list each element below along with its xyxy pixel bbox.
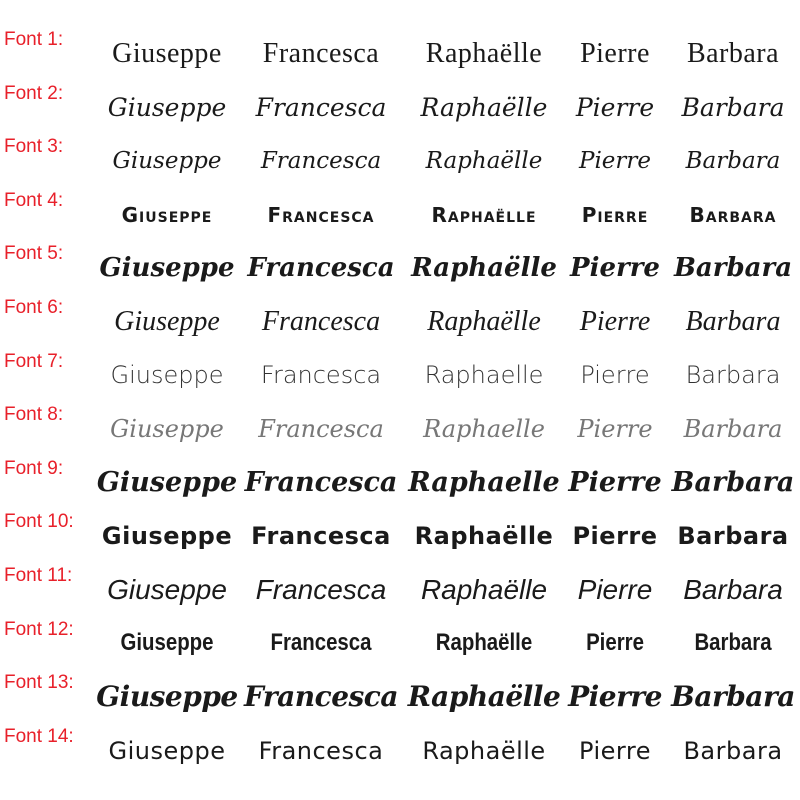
sample-name-raphaelle: Raphaëlle bbox=[425, 147, 543, 174]
font-row-4 bbox=[0, 188, 800, 242]
sample-name-pierre: Pierre bbox=[568, 680, 662, 714]
font-sample-grid bbox=[0, 27, 800, 777]
sample-name-barbara: Barbara bbox=[673, 253, 793, 284]
font-label: Font 8: bbox=[4, 404, 64, 426]
sample-name-raphaelle: Raphaëlle bbox=[431, 202, 537, 227]
sample-name-barbara: Barbara bbox=[694, 629, 772, 657]
sample-name-francesca: Francesca bbox=[261, 305, 381, 337]
sample-name-pierre: Pierre bbox=[572, 522, 658, 551]
sample-name-giuseppe: Giuseppe bbox=[110, 361, 224, 390]
sample-name-barbara: Barbara bbox=[671, 680, 795, 714]
sample-name-francesca: Francesca bbox=[251, 522, 391, 551]
sample-name-francesca: Francesca bbox=[255, 573, 387, 605]
font-label: Font 2: bbox=[4, 82, 64, 104]
font-label: Font 9: bbox=[4, 457, 64, 479]
sample-name-francesca: Francesca bbox=[262, 37, 380, 69]
font-label: Font 13: bbox=[4, 672, 74, 694]
font-label: Font 3: bbox=[4, 136, 64, 158]
sample-name-raphaelle: Raphaëlle bbox=[414, 522, 554, 551]
font-label: Font 14: bbox=[4, 725, 74, 747]
sample-name-francesca: Francesca bbox=[260, 147, 382, 174]
sample-name-raphaelle: Raphaelle bbox=[424, 361, 544, 390]
font-row-12 bbox=[0, 617, 800, 671]
font-row-13 bbox=[0, 670, 800, 724]
sample-name-raphaelle: Raphaëlle bbox=[425, 37, 543, 69]
sample-name-raphaelle: Raphaëlle bbox=[420, 92, 548, 122]
sample-name-raphaelle: Raphaëlle bbox=[407, 680, 561, 714]
sample-name-raphaelle: Raphaelle bbox=[408, 467, 560, 499]
font-row-6 bbox=[0, 295, 800, 349]
sample-name-giuseppe: Giuseppe bbox=[112, 37, 222, 69]
sample-name-barbara: Barbara bbox=[671, 467, 795, 499]
sample-name-barbara: Barbara bbox=[683, 414, 783, 443]
font-label: Font 7: bbox=[4, 350, 64, 372]
font-label: Font 12: bbox=[4, 618, 74, 640]
sample-name-raphaelle: Raphaëlle bbox=[420, 573, 548, 605]
sample-name-giuseppe: Giuseppe bbox=[99, 253, 235, 284]
sample-name-giuseppe: Giuseppe bbox=[96, 467, 238, 499]
sample-name-pierre: Pierre bbox=[586, 629, 644, 657]
font-row-10 bbox=[0, 509, 800, 563]
sample-name-giuseppe: Giuseppe bbox=[108, 736, 226, 765]
sample-name-francesca: Francesca bbox=[270, 629, 372, 657]
sample-name-pierre: Pierre bbox=[578, 147, 652, 174]
font-label: Font 5: bbox=[4, 243, 64, 265]
font-row-14 bbox=[0, 724, 800, 778]
sample-name-pierre: Pierre bbox=[568, 467, 662, 499]
sample-name-giuseppe: Giuseppe bbox=[120, 629, 214, 657]
font-label: Font 1: bbox=[4, 29, 64, 50]
sample-name-raphaelle: Raphaëlle bbox=[411, 253, 557, 284]
sample-name-giuseppe: Giuseppe bbox=[121, 202, 213, 227]
sample-name-barbara: Barbara bbox=[685, 147, 781, 174]
sample-name-francesca: Francesca bbox=[267, 202, 375, 227]
sample-name-raphaelle: Raphaelle bbox=[423, 414, 545, 443]
font-row-11 bbox=[0, 563, 800, 617]
sample-name-francesca: Francesca bbox=[258, 736, 384, 765]
sample-name-barbara: Barbara bbox=[677, 522, 789, 551]
font-row-2 bbox=[0, 81, 800, 135]
sample-name-giuseppe: Giuseppe bbox=[107, 573, 227, 605]
sample-name-giuseppe: Giuseppe bbox=[107, 92, 227, 122]
sample-name-pierre: Pierre bbox=[580, 361, 650, 390]
sample-name-francesca: Francesca bbox=[244, 467, 398, 499]
font-label: Font 10: bbox=[4, 511, 74, 533]
sample-name-pierre: Pierre bbox=[575, 92, 655, 122]
sample-name-pierre: Pierre bbox=[579, 736, 651, 765]
sample-name-francesca: Francesca bbox=[244, 680, 398, 714]
sample-name-barbara: Barbara bbox=[689, 202, 777, 227]
sample-name-giuseppe: Giuseppe bbox=[112, 147, 222, 174]
sample-name-giuseppe: Giuseppe bbox=[96, 680, 238, 714]
sample-name-pierre: Pierre bbox=[581, 202, 649, 227]
sample-name-giuseppe: Giuseppe bbox=[114, 305, 220, 337]
sample-name-francesca: Francesca bbox=[247, 253, 395, 284]
font-row-8 bbox=[0, 402, 800, 456]
sample-name-barbara: Barbara bbox=[685, 361, 781, 390]
font-row-9 bbox=[0, 456, 800, 510]
font-label: Font 11: bbox=[4, 564, 73, 586]
sample-name-barbara: Barbara bbox=[685, 305, 781, 337]
font-row-5 bbox=[0, 241, 800, 295]
sample-name-francesca: Francesca bbox=[255, 92, 387, 122]
sample-name-pierre: Pierre bbox=[580, 37, 650, 69]
sample-name-barbara: Barbara bbox=[686, 37, 780, 69]
sample-name-raphaelle: Raphaëlle bbox=[427, 305, 541, 337]
sample-name-pierre: Pierre bbox=[577, 573, 653, 605]
font-label: Font 6: bbox=[4, 296, 64, 318]
sample-name-francesca: Francesca bbox=[258, 414, 384, 443]
sample-name-barbara: Barbara bbox=[681, 92, 785, 122]
sample-name-pierre: Pierre bbox=[570, 253, 660, 284]
sample-name-raphaelle: Raphaëlle bbox=[435, 629, 533, 657]
sample-name-pierre: Pierre bbox=[577, 414, 653, 443]
sample-name-barbara: Barbara bbox=[683, 736, 783, 765]
font-label: Font 4: bbox=[4, 189, 64, 211]
sample-name-pierre: Pierre bbox=[579, 305, 651, 337]
font-row-3 bbox=[0, 134, 800, 188]
sample-name-giuseppe: Giuseppe bbox=[101, 522, 233, 551]
sample-name-barbara: Barbara bbox=[683, 573, 783, 605]
sample-name-raphaelle: Raphaëlle bbox=[422, 736, 546, 765]
font-row-7 bbox=[0, 349, 800, 403]
sample-name-francesca: Francesca bbox=[260, 361, 382, 390]
font-row-1 bbox=[0, 27, 800, 81]
sample-name-giuseppe: Giuseppe bbox=[110, 414, 224, 443]
